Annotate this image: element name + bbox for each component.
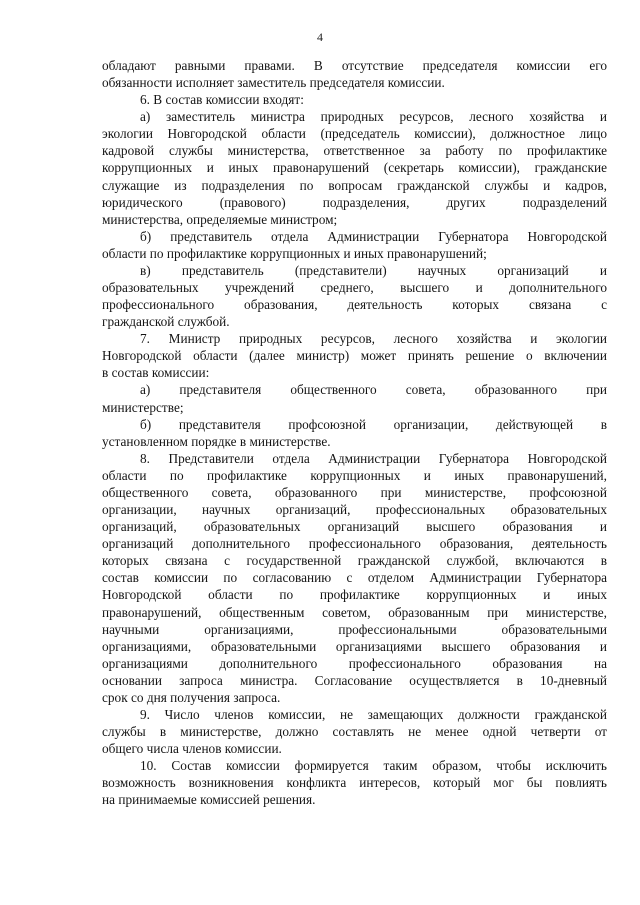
text-line: общественного совета, образованного при министерстве, профсоюзной [102,484,607,500]
text-line: в состав комиссии: [102,365,210,381]
text-line: основании запроса министра. Согласование осуществляется в 10-дневный [102,672,607,688]
text-line: 7. Министр природных ресурсов, лесного хозяйства и экологии [140,331,607,347]
text-line: гражданской службой. [102,314,230,330]
text-line: а) заместитель министра природных ресурсов, лесного хозяйства и [140,109,607,125]
document-body [102,57,607,808]
text-line: коррупционных и иных правонарушений (секретарь комиссии), гражданские [102,160,607,176]
text-line: на принимаемые комиссией решения. [102,792,316,808]
text-line: обязанности исполняет заместитель председателя комиссии. [102,75,445,91]
text-line: министерстве; [102,399,184,415]
text-line: организациями, образовательными организациями высшего образования и [102,638,607,654]
text-line: образовательных учреждений среднего, высшего и дополнительного [102,280,607,296]
text-line: срок со дня получения запроса. [102,689,281,705]
text-line: Новгородской области (далее министр) может принять решение о включении [102,348,607,364]
text-line: кадровой службы министерства, ответственное за работу по профилактике [102,143,607,159]
text-line: установленном порядке в министерстве. [102,433,331,449]
text-line: которых связана с государственной гражданской службой, включаются в [102,553,607,569]
text-line: министерства, определяемые министром; [102,211,338,227]
text-line: организаций, образовательных организаций высшего образования и [102,519,607,535]
text-line: 9. Число членов комиссии, не замещающих должности гражданской [140,706,607,722]
text-line: служащие из подразделения по вопросам гражданской службы и кадров, [102,177,607,193]
text-line: Новгородской области по профилактике коррупционных и иных [102,587,607,603]
text-line: области по профилактике коррупционных и иных правонарушений; [102,245,487,261]
text-line: организаций дополнительного профессионального образования, деятельность [102,536,607,552]
text-line: общего числа членов комиссии. [102,741,282,757]
text-line: возможность возникновения конфликта интересов, который мог бы повлиять [102,775,607,791]
text-line: состав комиссии по согласованию с отделом Администрации Губернатора [102,570,607,586]
text-line: б) представитель отдела Администрации Губернатора Новгородской [140,228,607,244]
text-line: 8. Представители отдела Администрации Губернатора Новгородской [140,450,607,466]
text-line: правонарушений, общественным советом, образованным при министерстве, [102,604,607,620]
text-line: экологии Новгородской области (председатель комиссии), должностное лицо [102,126,607,142]
text-line: а) представителя общественного совета, образованного при [140,382,607,398]
text-line: организации, научных организаций, профессиональных образовательных [102,502,607,518]
text-line: юридического (правового) подразделения, других подразделений [102,194,607,210]
text-line: организациями дополнительного профессионального образования на [102,655,607,671]
text-line: в) представитель (представители) научных организаций и [140,262,607,278]
text-line: 6. В состав комиссии входят: [140,92,304,108]
text-line: области по профилактике коррупционных и иных правонарушений, [102,467,607,483]
text-line: обладают равными правами. В отсутствие председателя комиссии его [102,58,607,73]
text-line: 10. Состав комиссии формируется таким образом, чтобы исключить [140,758,607,774]
text-line: б) представителя профсоюзной организации, действующей в [140,416,607,432]
page-number: 4 [317,30,323,44]
text-line: научными организациями, профессиональными образовательными [102,621,607,637]
text-line: профессионального образования, деятельность которых связана с [102,297,607,313]
text-line: службы в министерстве, должно составлять не менее одной четверти от [102,724,607,740]
